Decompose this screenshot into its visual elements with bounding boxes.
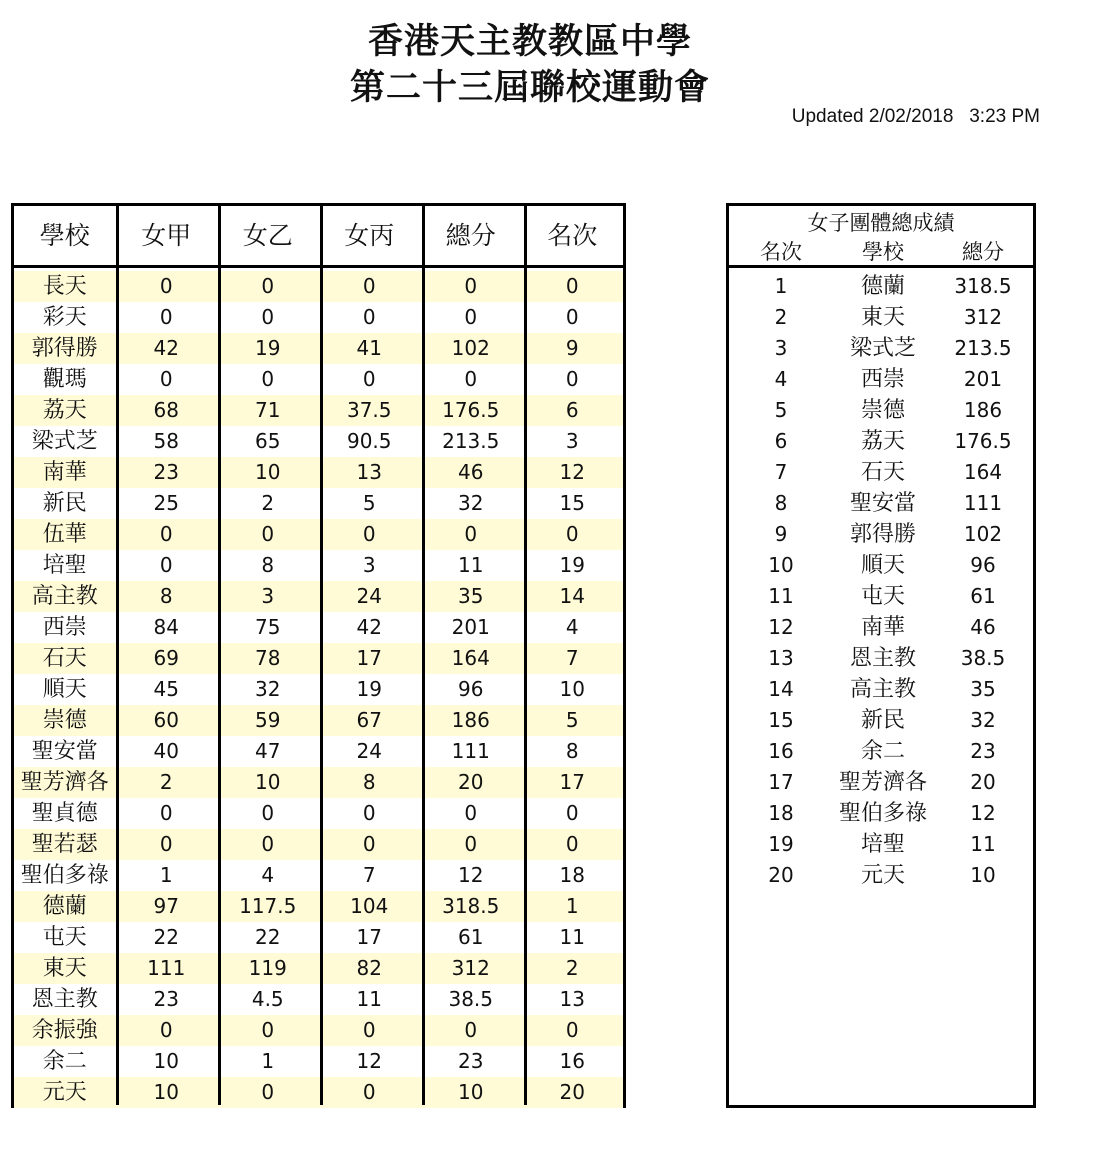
cell-total: 318.5 [954, 274, 1012, 298]
header-girls-b: 女乙 [242, 221, 293, 250]
cell-girls-b: 4 [261, 863, 275, 887]
cell-total: 111 [963, 491, 1003, 515]
ranking-row [729, 581, 1033, 612]
cell-school: 崇德 [860, 398, 905, 423]
cell-rank: 5 [522, 705, 624, 736]
cell-girls-a: 10 [153, 1049, 179, 1073]
table-row [14, 1046, 623, 1077]
cell-rank: 18 [768, 801, 794, 825]
cell-rank: 8 [565, 739, 579, 763]
cell-girls-b: 117.5 [217, 891, 319, 922]
cell-rank: 11 [559, 925, 585, 949]
cell-girls-b: 22 [255, 925, 281, 949]
ranking-row [729, 860, 1033, 891]
cell-rank: 7 [774, 460, 788, 484]
ranking-row [729, 550, 1033, 581]
page-title-line2: 第二十三屆聯校運動會 [349, 68, 710, 108]
cell-rank: 17 [768, 770, 794, 794]
cell-girls-c: 37.5 [319, 395, 421, 426]
cell-total: 102 [963, 522, 1003, 546]
cell-total: 10 [420, 1077, 522, 1108]
cell-rank: 12 [768, 615, 794, 639]
cell-girls-b: 0 [217, 1015, 319, 1046]
cell-school: 新民 [42, 491, 87, 516]
cell-girls-b: 1 [261, 1049, 275, 1073]
cell-total: 201 [963, 367, 1003, 391]
cell-school: 培聖 [42, 553, 87, 578]
cell-total: 11 [970, 832, 996, 856]
table-row [14, 705, 623, 736]
cell-rank: 6 [774, 429, 788, 453]
cell-school: 聖若瑟 [14, 829, 116, 860]
cell-school: 東天 [14, 953, 116, 984]
cell-rank: 16 [559, 1049, 585, 1073]
ranking-row [729, 519, 1033, 550]
table-row [14, 395, 623, 426]
column-divider [320, 206, 323, 1105]
header-total: 總分 [962, 240, 1004, 264]
cell-girls-c: 0 [319, 271, 421, 302]
cell-school: 石天 [860, 460, 905, 485]
cell-school: 聖安當 [849, 491, 916, 516]
cell-girls-c: 7 [362, 863, 376, 887]
cell-girls-c: 90.5 [346, 429, 392, 453]
cell-total: 176.5 [420, 395, 522, 426]
cell-girls-a: 68 [116, 395, 218, 426]
cell-girls-a: 23 [116, 457, 218, 488]
cell-girls-a: 1 [159, 863, 173, 887]
cell-girls-a: 60 [116, 705, 218, 736]
cell-total: 111 [451, 739, 490, 763]
cell-girls-c: 0 [362, 305, 376, 329]
table-row [14, 891, 623, 922]
cell-rank: 11 [768, 584, 794, 608]
cell-girls-b: 65 [255, 429, 281, 453]
header-total: 總分 [445, 221, 496, 250]
cell-school: 郭得勝 [14, 333, 116, 364]
cell-rank: 17 [522, 767, 624, 798]
table-row [14, 767, 623, 798]
cell-rank: 4 [774, 367, 788, 391]
cell-girls-a: 111 [116, 953, 218, 984]
cell-rank: 10 [768, 553, 794, 577]
table-row [14, 302, 623, 333]
cell-total: 12 [970, 801, 996, 825]
cell-total: 0 [420, 829, 522, 860]
cell-girls-c: 0 [319, 519, 421, 550]
cell-girls-c: 0 [319, 1015, 421, 1046]
table-row [14, 488, 623, 519]
table-row [14, 798, 623, 829]
cell-girls-a: 84 [153, 615, 179, 639]
cell-total: 312 [420, 953, 522, 984]
cell-girls-a: 69 [116, 643, 218, 674]
column-divider [422, 206, 425, 1105]
cell-girls-a: 22 [153, 925, 179, 949]
cell-rank: 0 [565, 367, 579, 391]
ranking-row [729, 302, 1033, 333]
cell-girls-b: 0 [217, 271, 319, 302]
cell-girls-c: 17 [319, 643, 421, 674]
cell-girls-c: 17 [356, 925, 382, 949]
cell-rank: 0 [522, 1015, 624, 1046]
cell-total: 312 [963, 305, 1003, 329]
cell-school: 順天 [42, 677, 87, 702]
cell-girls-b: 0 [217, 829, 319, 860]
ranking-row [729, 612, 1033, 643]
cell-school: 聖貞德 [31, 801, 98, 826]
cell-total: 38.5 [448, 987, 494, 1011]
cell-school: 余二 [860, 739, 905, 764]
cell-school: 東天 [860, 305, 905, 330]
cell-girls-c: 42 [356, 615, 382, 639]
cell-school: 余振強 [14, 1015, 116, 1046]
table-row [14, 426, 623, 457]
cell-total: 20 [970, 770, 996, 794]
table-row [14, 922, 623, 953]
cell-girls-a: 40 [153, 739, 179, 763]
cell-school: 伍華 [14, 519, 116, 550]
cell-rank: 13 [559, 987, 585, 1011]
cell-school: 彩天 [42, 305, 87, 330]
ranking-row [729, 271, 1033, 302]
cell-rank: 5 [774, 398, 788, 422]
cell-girls-c: 8 [319, 767, 421, 798]
cell-total: 96 [970, 553, 996, 577]
cell-girls-c: 0 [319, 829, 421, 860]
cell-school: 高主教 [14, 581, 116, 612]
cell-school: 聖安當 [31, 739, 98, 764]
updated-timestamp: Updated 2/02/2018 3:23 PM [791, 106, 1040, 127]
cell-total: 12 [458, 863, 484, 887]
cell-girls-b: 47 [255, 739, 281, 763]
cell-girls-a: 2 [116, 767, 218, 798]
cell-girls-a: 8 [116, 581, 218, 612]
ranking-row [729, 643, 1033, 674]
cell-total: 186 [963, 398, 1003, 422]
cell-girls-b: 78 [217, 643, 319, 674]
cell-rank: 3 [774, 336, 788, 360]
cell-girls-c: 67 [319, 705, 421, 736]
cell-rank: 19 [768, 832, 794, 856]
scores-table-header [14, 206, 623, 268]
cell-total: 0 [464, 367, 478, 391]
cell-rank: 18 [559, 863, 585, 887]
cell-rank: 4 [565, 615, 579, 639]
ranking-row [729, 798, 1033, 829]
cell-school: 聖芳濟各 [14, 767, 116, 798]
cell-school: 順天 [860, 553, 905, 578]
cell-rank: 2 [774, 305, 788, 329]
cell-girls-b: 19 [217, 333, 319, 364]
cell-school: 屯天 [860, 584, 905, 609]
cell-total: 23 [970, 739, 996, 763]
cell-girls-b: 0 [217, 519, 319, 550]
header-girls-a: 女甲 [141, 221, 192, 250]
cell-total: 0 [420, 271, 522, 302]
ranking-row [729, 364, 1033, 395]
table-row [14, 953, 623, 984]
cell-girls-a: 58 [153, 429, 179, 453]
cell-girls-c: 13 [319, 457, 421, 488]
ranking-row [729, 829, 1033, 860]
column-divider [218, 206, 221, 1105]
ranking-row [729, 333, 1033, 364]
cell-school: 南華 [14, 457, 116, 488]
column-divider [524, 206, 527, 1105]
cell-total: 318.5 [420, 891, 522, 922]
cell-total: 10 [970, 863, 996, 887]
cell-girls-a: 0 [159, 367, 173, 391]
cell-girls-b: 71 [217, 395, 319, 426]
cell-rank: 15 [559, 491, 585, 515]
cell-girls-a: 97 [116, 891, 218, 922]
cell-rank: 0 [522, 829, 624, 860]
table-row [14, 550, 623, 581]
cell-total: 0 [464, 305, 478, 329]
cell-total: 164 [963, 460, 1003, 484]
table-row [14, 643, 623, 674]
cell-girls-c: 0 [362, 367, 376, 391]
table-row [14, 736, 623, 767]
cell-school: 余二 [42, 1049, 87, 1074]
cell-school: 培聖 [860, 832, 905, 857]
ranking-table-body [729, 271, 1033, 891]
cell-rank: 9 [774, 522, 788, 546]
cell-total: 213.5 [954, 336, 1012, 360]
cell-girls-c: 19 [356, 677, 382, 701]
ranking-row [729, 674, 1033, 705]
cell-total: 186 [420, 705, 522, 736]
cell-girls-c: 82 [319, 953, 421, 984]
cell-school: 觀瑪 [42, 367, 87, 392]
cell-girls-b: 0 [217, 1077, 319, 1108]
school-scores-table [11, 203, 626, 1108]
cell-school: 元天 [860, 863, 905, 888]
cell-rank: 14 [768, 677, 794, 701]
ranking-row [729, 705, 1033, 736]
cell-rank: 16 [768, 739, 794, 763]
cell-girls-b: 10 [217, 767, 319, 798]
ranking-row [729, 457, 1033, 488]
cell-girls-c: 24 [319, 581, 421, 612]
cell-girls-a: 10 [116, 1077, 218, 1108]
cell-total: 20 [420, 767, 522, 798]
cell-girls-b: 4.5 [251, 987, 284, 1011]
cell-rank: 10 [559, 677, 585, 701]
ranking-table-header [729, 206, 1033, 268]
cell-girls-c: 41 [319, 333, 421, 364]
cell-total: 213.5 [442, 429, 500, 453]
cell-girls-b: 59 [217, 705, 319, 736]
cell-school: 南華 [860, 615, 905, 640]
cell-girls-b: 0 [261, 305, 275, 329]
cell-girls-c: 104 [319, 891, 421, 922]
table-row [14, 829, 623, 860]
cell-school: 郭得勝 [849, 522, 916, 547]
cell-girls-b: 8 [261, 553, 275, 577]
cell-total: 32 [970, 708, 996, 732]
cell-girls-b: 3 [217, 581, 319, 612]
cell-total: 0 [464, 801, 478, 825]
cell-girls-c: 0 [362, 801, 376, 825]
column-divider [116, 206, 119, 1105]
cell-rank: 6 [522, 395, 624, 426]
cell-rank: 1 [522, 891, 624, 922]
ranking-title: 女子團體總成績 [807, 211, 955, 235]
cell-rank: 0 [522, 519, 624, 550]
cell-girls-c: 3 [362, 553, 376, 577]
ranking-row [729, 767, 1033, 798]
scores-table-body [14, 271, 623, 1108]
cell-rank: 14 [522, 581, 624, 612]
cell-rank: 20 [522, 1077, 624, 1108]
table-row [14, 581, 623, 612]
cell-girls-b: 32 [255, 677, 281, 701]
cell-school: 聖伯多祿 [838, 801, 927, 826]
header-rank: 名次 [547, 221, 598, 250]
cell-girls-c: 5 [362, 491, 376, 515]
cell-rank: 0 [565, 801, 579, 825]
table-row [14, 984, 623, 1015]
cell-girls-a: 23 [153, 987, 179, 1011]
cell-rank: 20 [768, 863, 794, 887]
cell-total: 23 [458, 1049, 484, 1073]
cell-rank: 8 [774, 491, 788, 515]
cell-total: 35 [970, 677, 996, 701]
ranking-row [729, 736, 1033, 767]
cell-rank: 1 [774, 274, 788, 298]
cell-girls-a: 25 [153, 491, 179, 515]
cell-total: 96 [458, 677, 484, 701]
header-girls-c: 女丙 [344, 221, 395, 250]
cell-school: 元天 [14, 1077, 116, 1108]
cell-school: 恩主教 [849, 646, 916, 671]
cell-rank: 9 [522, 333, 624, 364]
cell-girls-a: 0 [159, 553, 173, 577]
cell-girls-a: 45 [153, 677, 179, 701]
cell-total: 61 [458, 925, 484, 949]
cell-girls-a: 0 [116, 1015, 218, 1046]
cell-girls-b: 10 [217, 457, 319, 488]
cell-total: 61 [970, 584, 996, 608]
cell-girls-b: 119 [217, 953, 319, 984]
cell-girls-b: 0 [261, 801, 275, 825]
cell-total: 35 [420, 581, 522, 612]
cell-girls-c: 24 [356, 739, 382, 763]
cell-total: 46 [970, 615, 996, 639]
cell-school: 石天 [14, 643, 116, 674]
table-row [14, 333, 623, 364]
cell-school: 屯天 [42, 925, 87, 950]
cell-girls-c: 0 [319, 1077, 421, 1108]
cell-school: 恩主教 [31, 987, 98, 1012]
cell-school: 長天 [14, 271, 116, 302]
cell-total: 201 [451, 615, 490, 639]
cell-school: 德蘭 [860, 274, 905, 299]
cell-total: 46 [420, 457, 522, 488]
cell-school: 新民 [860, 708, 905, 733]
cell-school: 荔天 [14, 395, 116, 426]
cell-school: 崇德 [14, 705, 116, 736]
cell-rank: 2 [522, 953, 624, 984]
ranking-row [729, 395, 1033, 426]
table-row [14, 1077, 623, 1108]
cell-girls-a: 42 [116, 333, 218, 364]
cell-rank: 19 [559, 553, 585, 577]
cell-girls-a: 0 [116, 519, 218, 550]
cell-rank: 0 [565, 305, 579, 329]
table-row [14, 612, 623, 643]
cell-school: 聖芳濟各 [838, 770, 927, 795]
cell-school: 德蘭 [14, 891, 116, 922]
ranking-row [729, 426, 1033, 457]
cell-school: 西崇 [860, 367, 905, 392]
cell-total: 102 [420, 333, 522, 364]
cell-total: 0 [420, 519, 522, 550]
cell-school: 西崇 [42, 615, 87, 640]
table-row [14, 860, 623, 891]
table-row [14, 1015, 623, 1046]
cell-total: 164 [420, 643, 522, 674]
cell-girls-c: 11 [356, 987, 382, 1011]
cell-girls-a: 0 [116, 829, 218, 860]
page-title-line1: 香港天主教教區中學 [367, 22, 692, 62]
cell-girls-b: 75 [255, 615, 281, 639]
ranking-row [729, 488, 1033, 519]
cell-rank: 0 [522, 271, 624, 302]
cell-total: 38.5 [960, 646, 1006, 670]
cell-rank: 15 [768, 708, 794, 732]
cell-school: 高主教 [849, 677, 916, 702]
cell-girls-a: 0 [159, 305, 173, 329]
cell-school: 梁式芝 [31, 429, 98, 454]
cell-girls-b: 2 [261, 491, 275, 515]
cell-total: 0 [420, 1015, 522, 1046]
cell-total: 32 [458, 491, 484, 515]
table-row [14, 271, 623, 302]
header-rank: 名次 [760, 240, 802, 264]
cell-school: 聖伯多祿 [20, 863, 109, 888]
cell-girls-a: 0 [116, 271, 218, 302]
table-row [14, 519, 623, 550]
cell-rank: 13 [768, 646, 794, 670]
cell-girls-c: 12 [356, 1049, 382, 1073]
header-school: 學校 [39, 221, 90, 250]
cell-total: 176.5 [954, 429, 1012, 453]
cell-girls-a: 0 [159, 801, 173, 825]
header-school: 學校 [862, 240, 904, 264]
cell-rank: 3 [565, 429, 579, 453]
cell-rank: 12 [522, 457, 624, 488]
cell-school: 荔天 [860, 429, 905, 454]
ranking-table [726, 203, 1036, 1108]
cell-girls-b: 0 [261, 367, 275, 391]
table-row [14, 364, 623, 395]
table-row [14, 457, 623, 488]
cell-rank: 7 [522, 643, 624, 674]
table-row [14, 674, 623, 705]
cell-school: 梁式芝 [849, 336, 916, 361]
cell-total: 11 [458, 553, 484, 577]
